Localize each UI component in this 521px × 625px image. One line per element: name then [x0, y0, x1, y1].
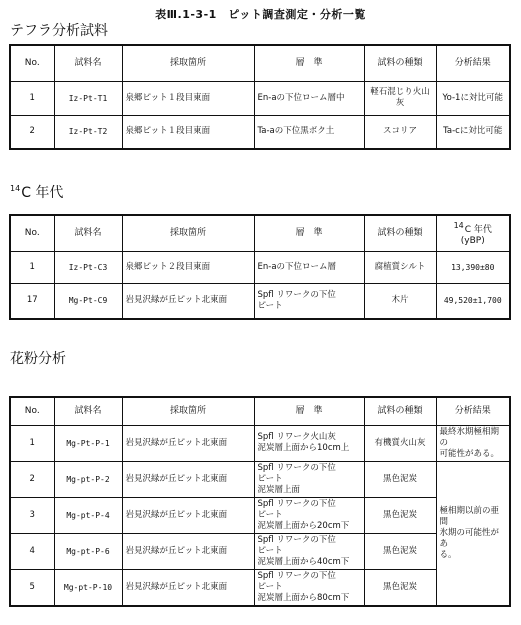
header-location: 採取箇所 — [122, 397, 254, 425]
cell-type: 黒色泥炭 — [364, 569, 436, 606]
cell-horizon: Spfl リワークの下位 ピート — [254, 283, 364, 319]
header-location: 採取箇所 — [122, 215, 254, 251]
cell-horizon: Spfl リワークの下位 ピート 泥炭層上面から40cm下 — [254, 533, 364, 569]
c14-table — [9, 214, 511, 320]
cell-type: スコリア — [364, 115, 436, 149]
table-row — [10, 569, 510, 606]
table-row — [10, 115, 510, 149]
cell-location: 岩見沢緑が丘ピット北東面 — [122, 425, 254, 461]
cell-location: 岩見沢緑が丘ピット北東面 — [122, 569, 254, 606]
cell-horizon: En-aの下位ローム層中 — [254, 81, 364, 115]
cell-result: Ta-cに対比可能 — [436, 115, 510, 149]
tephra-table — [9, 44, 511, 150]
table-header-row — [10, 215, 510, 251]
cell-sample: Mg-Pt-P-1 — [54, 425, 122, 461]
c14-section-title — [10, 182, 63, 202]
table-row — [10, 533, 510, 569]
cell-result: 最終氷期極相期の 可能性がある。 — [436, 425, 510, 461]
header-no: No. — [10, 215, 54, 251]
cell-sample: Mg-pt-P-10 — [54, 569, 122, 606]
header-result: 分析結果 — [436, 45, 510, 81]
table-header-row — [10, 45, 510, 81]
cell-age: 13,390±80 — [436, 251, 510, 283]
cell-no: 1 — [10, 81, 54, 115]
cell-horizon: Ta-aの下位黒ボク土 — [254, 115, 364, 149]
cell-type: 木片 — [364, 283, 436, 319]
table-row — [10, 425, 510, 461]
cell-type: 黒色泥炭 — [364, 461, 436, 497]
header-sample: 試料名 — [54, 45, 122, 81]
header-result: 分析結果 — [436, 397, 510, 425]
header-sample: 試料名 — [54, 215, 122, 251]
cell-location: 岩見沢緑が丘ピット北東面 — [122, 497, 254, 533]
cell-no: 17 — [10, 283, 54, 319]
cell-no: 3 — [10, 497, 54, 533]
document-title: 表Ⅲ.1-3-1 ピット調査測定・分析一覧 — [155, 8, 366, 21]
table-row — [10, 283, 510, 319]
header-type: 試料の種類 — [364, 45, 436, 81]
cell-sample: Mg-Pt-C9 — [54, 283, 122, 319]
cell-result-merged: 極相期以前の亜間 氷期の可能性があ る。 — [436, 461, 510, 606]
cell-age: 49,520±1,700 — [436, 283, 510, 319]
header-no: No. — [10, 397, 54, 425]
cell-sample: Mg-pt-P-4 — [54, 497, 122, 533]
cell-location: 岩見沢緑が丘ピット北東面 — [122, 533, 254, 569]
cell-sample: Mg-pt-P-2 — [54, 461, 122, 497]
cell-no: 1 — [10, 425, 54, 461]
age-header-unit: (yBP) — [460, 235, 485, 246]
age-header-superscript: 14 — [453, 220, 464, 230]
cell-no: 1 — [10, 251, 54, 283]
cell-location: 岩見沢緑が丘ピット北東面 — [122, 461, 254, 497]
cell-no: 2 — [10, 461, 54, 497]
tephra-section-title: テフラ分析試料 — [10, 23, 108, 39]
c14-title-main: C 年代 — [21, 185, 64, 201]
cell-type: 黒色泥炭 — [364, 533, 436, 569]
cell-type: 軽石混じり火山灰 — [364, 81, 436, 115]
age-header-main: C 年代 — [464, 224, 492, 235]
cell-horizon: Spfl リワークの下位 ピート 泥炭層上面 — [254, 461, 364, 497]
header-horizon: 層 準 — [254, 397, 364, 425]
cell-sample: Iz-Pt-C3 — [54, 251, 122, 283]
table-row — [10, 497, 510, 533]
cell-location: 泉郷ピット１段目東面 — [122, 115, 254, 149]
cell-no: 4 — [10, 533, 54, 569]
cell-sample: Iz-Pt-T1 — [54, 81, 122, 115]
cell-no: 2 — [10, 115, 54, 149]
cell-location: 泉郷ピット２段目東面 — [122, 251, 254, 283]
cell-type: 有機質火山灰 — [364, 425, 436, 461]
table-row — [10, 461, 510, 497]
table-header-row — [10, 397, 510, 425]
table-row — [10, 81, 510, 115]
cell-sample: Iz-Pt-T2 — [54, 115, 122, 149]
header-type: 試料の種類 — [364, 397, 436, 425]
cell-horizon: Spfl リワーク火山灰 泥炭層上面から10cm上 — [254, 425, 364, 461]
header-horizon: 層 準 — [254, 215, 364, 251]
c14-title-superscript: 14 — [10, 184, 21, 194]
cell-location: 岩見沢緑が丘ピット北東面 — [122, 283, 254, 319]
pollen-section-title: 花粉分析 — [10, 351, 66, 367]
header-age — [436, 215, 510, 251]
table-row — [10, 251, 510, 283]
cell-result: Yo-1に対比可能 — [436, 81, 510, 115]
cell-location: 泉郷ピット１段目東面 — [122, 81, 254, 115]
cell-no: 5 — [10, 569, 54, 606]
header-no: No. — [10, 45, 54, 81]
header-sample: 試料名 — [54, 397, 122, 425]
cell-horizon: Spfl リワークの下位 ピート 泥炭層上面から20cm下 — [254, 497, 364, 533]
pollen-table — [9, 396, 511, 607]
cell-horizon: En-aの下位ローム層 — [254, 251, 364, 283]
cell-type: 腐植質シルト — [364, 251, 436, 283]
header-horizon: 層 準 — [254, 45, 364, 81]
cell-horizon: Spfl リワークの下位 ピート 泥炭層上面から80cm下 — [254, 569, 364, 606]
cell-type: 黒色泥炭 — [364, 497, 436, 533]
header-type: 試料の種類 — [364, 215, 436, 251]
cell-sample: Mg-pt-P-6 — [54, 533, 122, 569]
header-location: 採取箇所 — [122, 45, 254, 81]
